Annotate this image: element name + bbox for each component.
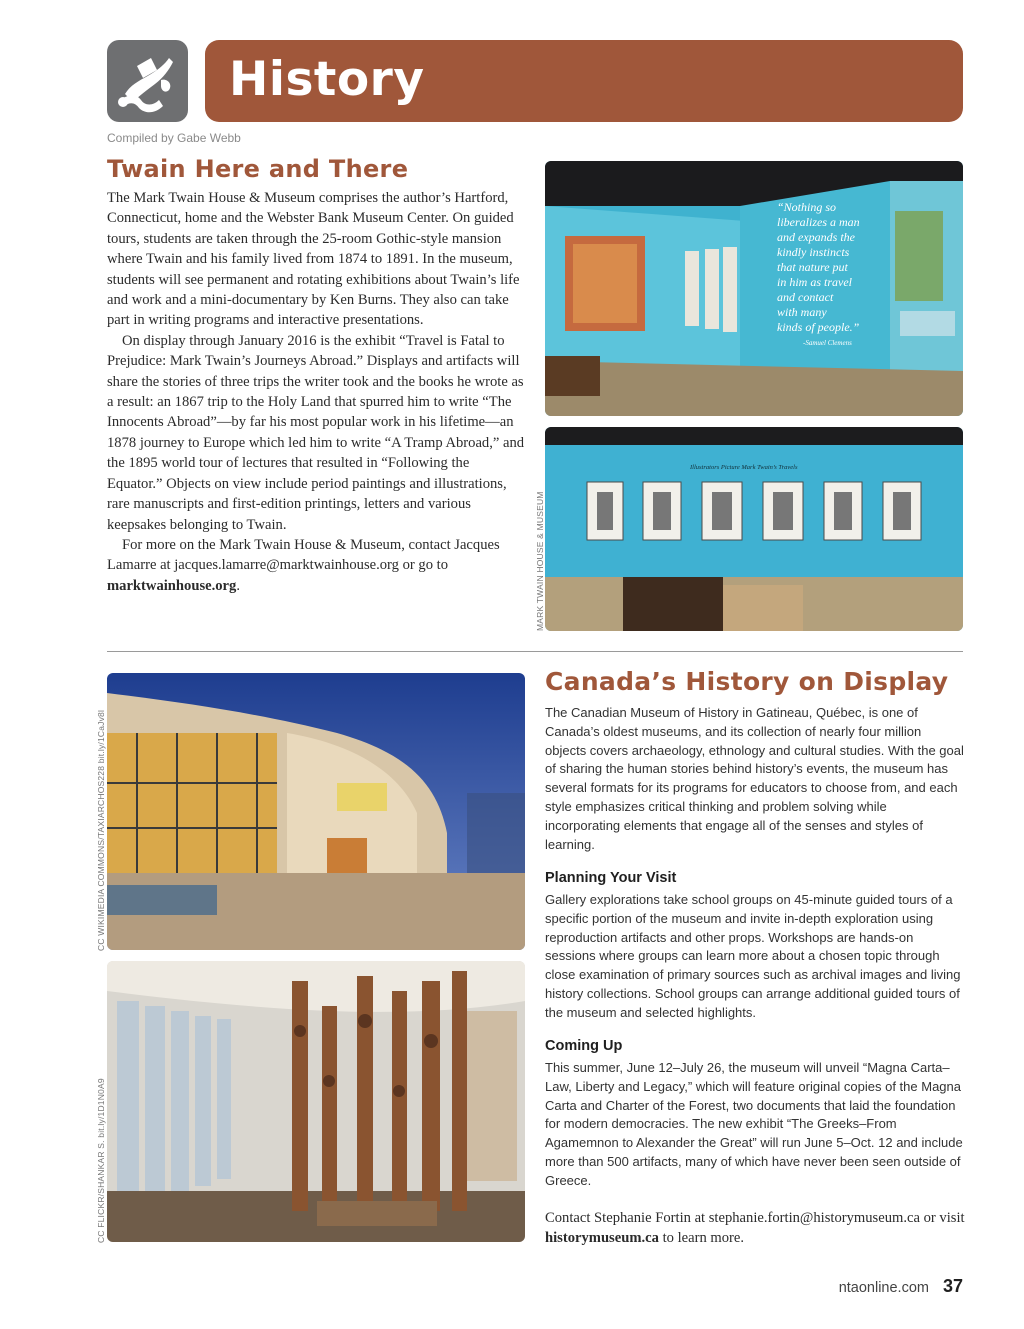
contact-text: Contact Stephanie Fortin at stephanie.fortin@historymuseum.ca or visit <box>545 1210 965 1226</box>
scroll-quill-icon <box>107 40 188 122</box>
paragraph <box>107 535 527 596</box>
totem-hall-photo <box>107 961 525 1242</box>
exhibit-hall-photo <box>545 161 963 416</box>
photo-credit: MARK TWAIN HOUSE & MUSEUM <box>535 491 545 631</box>
contact-text: For more on the Mark Twain House & Museum, contact Jacques Lamarre at jacques.lamarre@marktwainhouse.org or go to <box>107 536 500 574</box>
section-icon-badge <box>107 40 188 122</box>
page-number: 37 <box>942 1276 963 1296</box>
photo-credit: CC WIKIMEDIA COMMONS/TAXIARCHOS228 bit.ly/1CaJv8l <box>96 709 106 951</box>
article-body-twain <box>107 188 527 596</box>
paragraph: The Mark Twain House & Museum comprises the author’s Hartford, Connecticut, home and the Webster Bank Museum Center. On guided tours, students are taken through the 25-room Gothic-style mansion where Twain and his family lived from 1874 to 1891. In the museum, students will see permanent and rotating exhibitions about Twain’s life and work and a mini-documentary by Ken Burns. They also can take part in writing programs and interactive presentations. <box>107 190 520 329</box>
contact-paragraph <box>545 1208 975 1249</box>
subheading-planning: Planning Your Visit <box>545 870 677 886</box>
footer-site[interactable]: ntaonline.com <box>838 1280 929 1296</box>
planning-paragraph: Gallery explorations take school groups on 45-minute guided tours of a specific portion of the museum and invite in-depth exploration using reproduction artifacts and other props. Workshops are hands-on sessions where groups can learn more about a chosen topic through close examination of primary sources such as archival images and living history collections. School groups can arrange additional guided tours of the museum and selected highlights. <box>545 892 961 1020</box>
website-link[interactable]: marktwainhouse.org <box>107 577 237 594</box>
punctuation: . <box>236 577 240 594</box>
contact-end: to learn more. <box>658 1230 745 1247</box>
paragraph: On display through January 2016 is the exhibit “Travel is Fatal to Prejudice: Mark Twain’s Journeys Abroad.” Displays and artifacts will share the stories of three trips the writer took and the books he wrote as a result: an 1867 trip to the Holy Land that spurred him to write “The Innocents Abroad”—by far his most popular work in his lifetime—an 1878 journey to Europe which led him to write “A Tramp Abroad,” and the 1895 world tour of lectures that resulted in “Following the Equator.” Objects on view include period paintings and illustrations, rare manuscripts and first-edition printings, letters and various keepsakes belonging to Twain. <box>107 332 525 533</box>
article-intro-canada: The Canadian Museum of History in Gatineau, Québec, is one of Canada’s oldest museums, and its collection of nearly four million objects covers archaeology, ethnology and cultural studies. With the goal of sharing the human stories behind history’s events, the museum has several formats for its programs for educators to choose from, and each style emphasizes critical thinking and problem solving while incorporating elements that engage all of the senses and styles of learning. <box>545 705 964 852</box>
article-title-canada: Canada’s History on Display <box>545 667 949 696</box>
byline: Compiled by Gabe Webb <box>107 131 241 145</box>
illustrations-gallery-photo <box>545 427 963 631</box>
quote-line: “Nothing so liberalizes a man and expands the kindly instincts that nature put in him as travel and contact with many kinds of people.” -Samuel Clemens <box>777 200 860 347</box>
website-link[interactable]: historymuseum.ca <box>545 1230 659 1247</box>
coming-up-paragraph: This summer, June 12–July 26, the museum will unveil “Magna Carta–Law, Liberty and Legacy,” which will feature original copies of the Magna Carta and Charter of the Forest, two documents that laid the foundation for modern democracies. The new exhibit “The Greeks–From Agamemnon to Alexander the Great” will run June 5–Oct. 12 and include more than 500 artifacts, many of which have never been seen outside of Greece. <box>545 1060 963 1188</box>
article-title-twain: Twain Here and There <box>107 155 409 183</box>
section-divider <box>107 651 963 652</box>
museum-exterior-photo <box>107 673 525 950</box>
section-title: History <box>229 52 425 107</box>
section-header-bar <box>205 40 963 122</box>
page-footer <box>839 1276 963 1297</box>
gallery-banner: Illustrators Picture Mark Twain’s Travels <box>690 464 798 471</box>
subheading-coming-up: Coming Up <box>545 1038 623 1054</box>
photo-credit: CC FLICKR/SHANKAR S. bit.ly/1D1N0A9 <box>96 1078 106 1243</box>
